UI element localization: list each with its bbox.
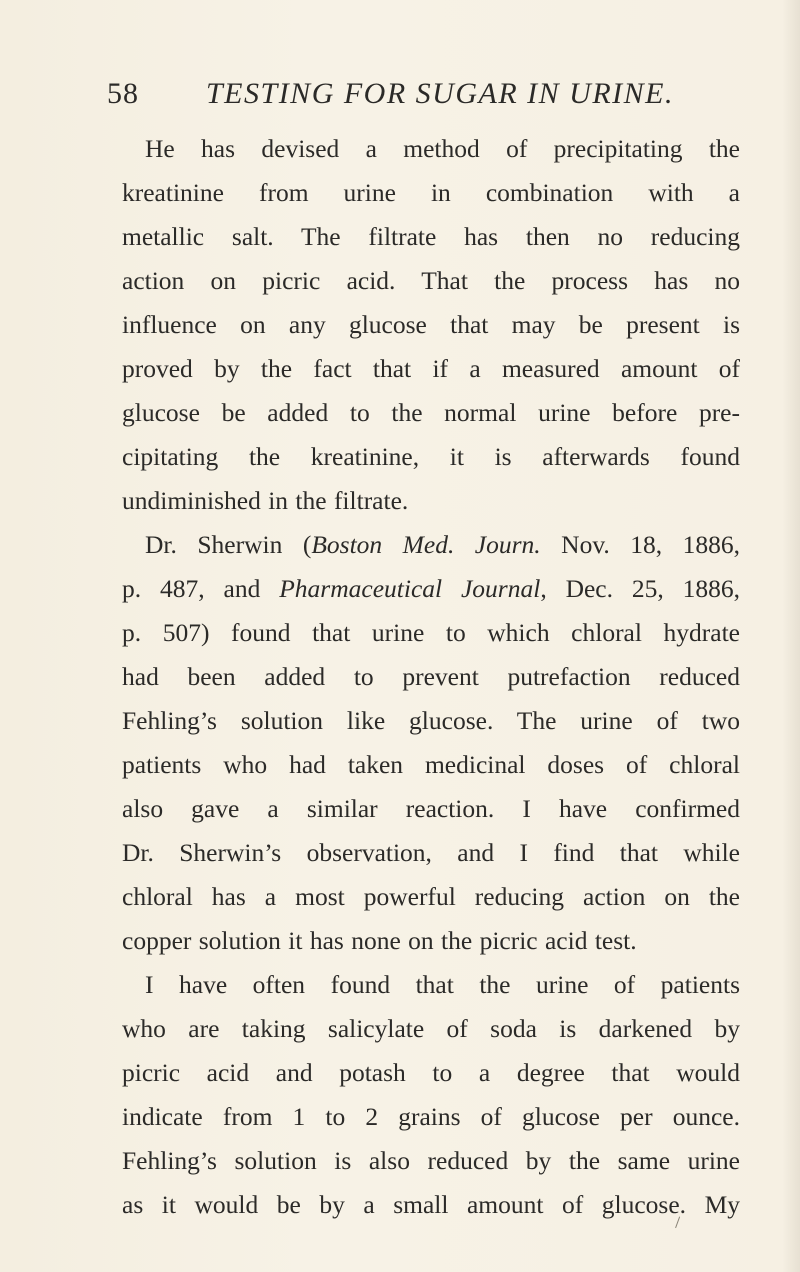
text-line: metallic salt. The filtrate has then no reducing <box>122 222 740 251</box>
page-edge-shadow <box>782 0 800 1272</box>
text-line: Fehling’s solution like glucose. The urine of two <box>122 706 740 735</box>
running-title: TESTING FOR SUGAR IN URINE. <box>206 77 674 110</box>
text-line: I have often found that the urine of patients <box>145 970 740 999</box>
text-line: patients who had taken medicinal doses of chloral <box>122 750 740 779</box>
text-line: picric acid and potash to a degree that would <box>122 1058 740 1087</box>
page-number: 58 <box>107 77 139 110</box>
text-line: kreatinine from urine in combination with a <box>122 178 740 207</box>
body-text <box>122 127 740 1227</box>
journal-title-pharmaceutical: Pharmaceutical Journal <box>279 574 541 603</box>
text-line: copper solution it has none on the picric acid test. <box>122 926 637 955</box>
text-line: p. 507) found that urine to which chloral hydrate <box>122 618 740 647</box>
text-line: undiminished in the filtrate. <box>122 486 409 515</box>
text-line: chloral has a most powerful reducing action on the <box>122 882 740 911</box>
journal-title-boston: Boston Med. Journ. <box>311 530 541 559</box>
text-line: proved by the fact that if a measured amount of <box>122 354 740 383</box>
citation-text: Dr. Sherwin ( <box>145 530 312 559</box>
text-line: action on picric acid. That the process has no <box>122 266 740 295</box>
citation-text: Nov. 18, 1886, <box>540 530 741 559</box>
text-line-citation <box>122 567 740 611</box>
citation-text: , Dec. 25, 1886, <box>540 574 741 603</box>
running-head <box>107 74 674 114</box>
citation-text: p. 487, and <box>122 574 280 603</box>
text-line: He has devised a method of precipitating the <box>145 134 740 163</box>
text-line: cipitating the kreatinine, it is afterwards found <box>122 442 740 471</box>
text-line: indicate from 1 to 2 grains of glucose per ounce. <box>122 1102 740 1131</box>
text-line: as it would be by a small amount of glucose. My <box>122 1190 740 1219</box>
text-line: influence on any glucose that may be present is <box>122 310 740 339</box>
text-line-citation <box>122 523 740 567</box>
text-line: had been added to prevent putrefaction reduced <box>122 662 740 691</box>
text-line: Fehling’s solution is also reduced by the same urine <box>122 1146 740 1175</box>
text-line: Dr. Sherwin’s observation, and I find that while <box>122 838 740 867</box>
text-line: who are taking salicylate of soda is darkened by <box>122 1014 740 1043</box>
text-line: glucose be added to the normal urine before pre- <box>122 398 740 427</box>
text-line: also gave a similar reaction. I have confirmed <box>122 794 740 823</box>
